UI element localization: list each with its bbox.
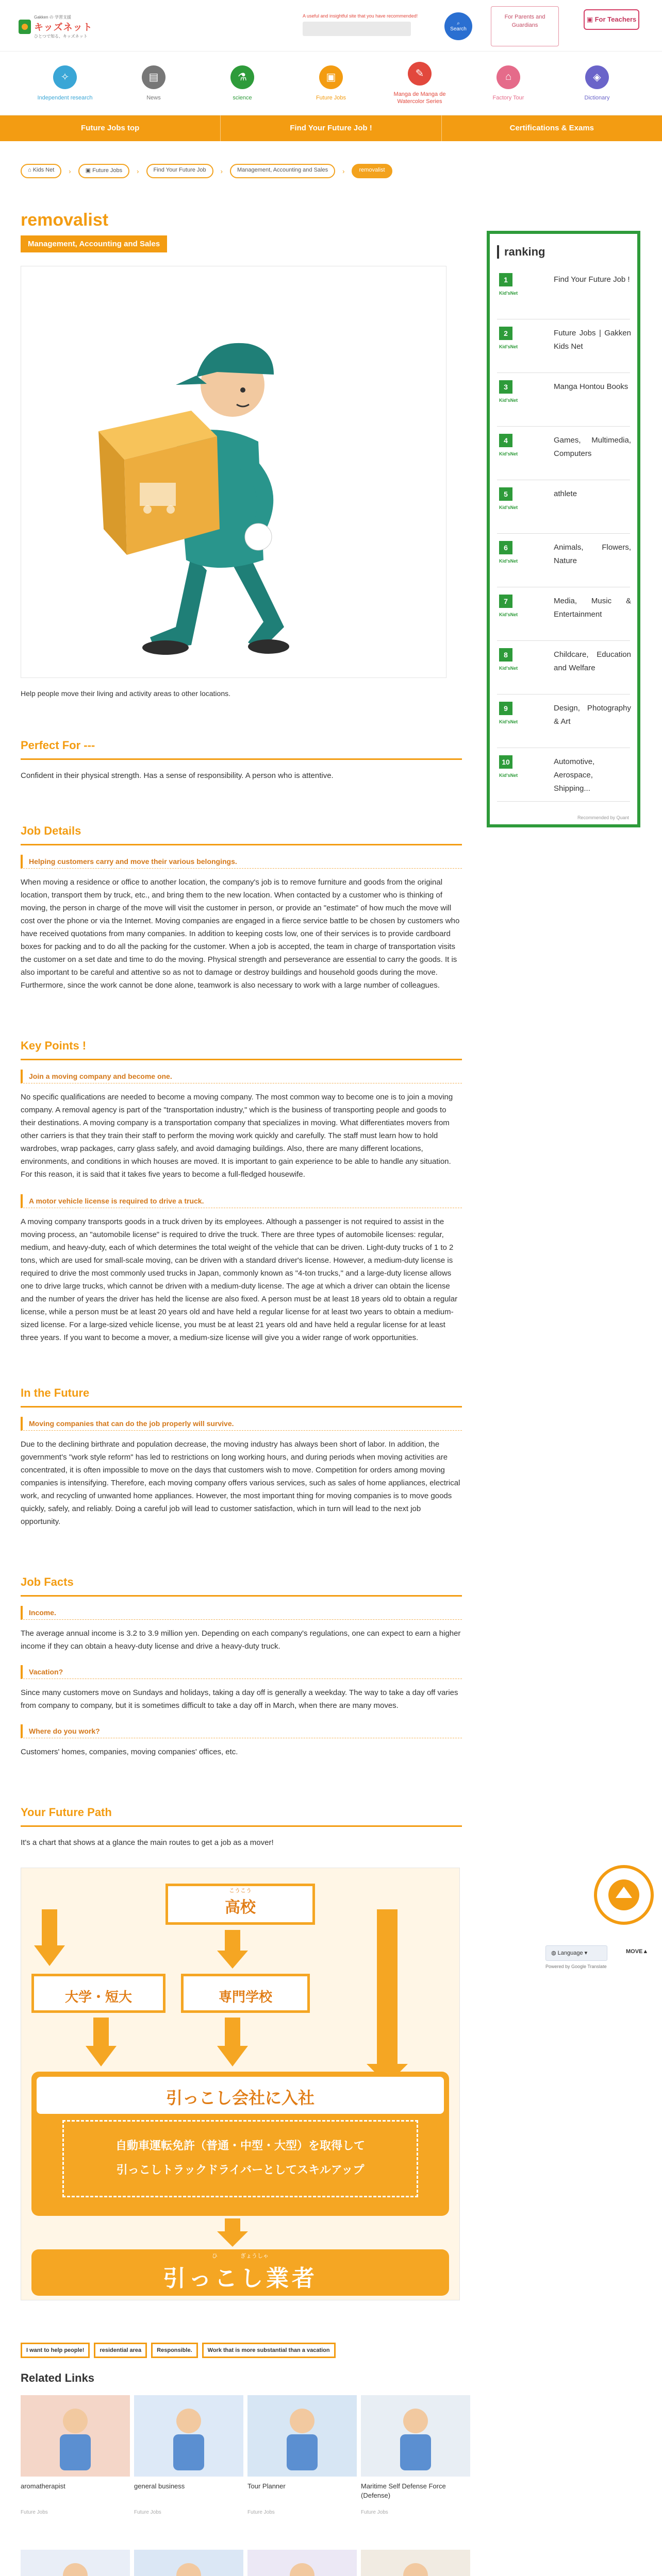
section-text: No specific qualifications are needed to become a moving company. The most common way to become one is to join a moving company. A removal agency is part of the "transportation industry," which is the business of transporting people and goods to their destinations. A moving company is a transportation company that specializes in moving. What differentiates movers from other carriers is that they train their staff to perform the moving work quickly and carefully. The staff must learn how to hold wardrobes, wrap packages, carry glass safely, and avoid damaging buildings. Also, there are many different locations, environments, and conditions in which houses are moved. It is important to gain experience to be able to handle any situation. For this reason, it is said that it takes five years to become a full-fledged housewife. — [21, 1093, 453, 1179]
related-card[interactable] — [134, 2550, 243, 2576]
subsection-heading: Vacation? — [21, 1665, 462, 1679]
main-content — [21, 191, 462, 2576]
section-heading: Job Details — [21, 824, 462, 845]
jobs-menu — [0, 115, 662, 141]
section-heading: Perfect For --- — [21, 739, 462, 760]
related-card[interactable] — [21, 2550, 130, 2576]
rank-number: 5 — [499, 487, 512, 501]
chevron-right-icon: › — [342, 167, 345, 175]
category-label: Dictionary — [584, 94, 610, 101]
globe-icon: ◍ — [551, 1950, 558, 1956]
briefcase-icon: ▣ — [85, 167, 93, 174]
related-card[interactable] — [247, 2395, 357, 2550]
category-item[interactable] — [566, 65, 628, 101]
box-license-label: 自動車運転免許（普通・中型・大型）を取得して — [115, 2139, 365, 2152]
search-label: Search — [450, 26, 467, 32]
search-button[interactable] — [444, 12, 472, 40]
related-thumbnail — [247, 2550, 357, 2576]
language-select[interactable]: ◍ Language ▾ — [545, 1945, 607, 1961]
mover-illustration — [21, 266, 446, 677]
related-thumbnail — [247, 2395, 357, 2477]
category-item[interactable] — [211, 65, 273, 101]
section-text: Customers' homes, companies, moving companies' offices, etc. — [21, 1748, 238, 1756]
box-final-label: 引っこし業者 — [163, 2266, 318, 2291]
section-heading: Job Facts — [21, 1575, 462, 1597]
ranking-item[interactable] — [497, 266, 630, 319]
logo-sub-text: ひとつで知る、キッズネット — [34, 34, 88, 39]
path-box-company — [31, 2072, 449, 2216]
rank-label: Future Jobs | Gakken Kids Net — [554, 329, 631, 351]
translate-credit: Powered by Google Translate — [545, 1964, 607, 1969]
related-category: Future Jobs — [134, 2510, 161, 2515]
logo-title: キッズネット — [34, 22, 93, 32]
rank-number: 8 — [499, 648, 512, 662]
rank-number: 3 — [499, 380, 512, 394]
related-thumbnail — [361, 2395, 470, 2477]
move-up-icon — [597, 1868, 651, 1922]
crumb-future-jobs[interactable]: ▣ Future Jobs — [78, 164, 130, 178]
crumb-home[interactable]: ⌂ Kids Net — [21, 164, 61, 178]
dictionary-icon: ◈ — [585, 65, 609, 89]
box-skill-label: 引っこしトラックドライバーとしてスキルアップ — [116, 2163, 365, 2176]
category-label: Manga de Manga de Watercolor Series — [393, 91, 446, 105]
ranking-item[interactable] — [497, 641, 630, 694]
path-box-university: 大学・短大 — [31, 1974, 166, 2013]
tag-list — [21, 2343, 462, 2358]
factory-icon: ⌂ — [496, 65, 520, 89]
ruby-text: こうこう — [229, 1888, 252, 1894]
rank-label: Find Your Future Job ! — [554, 275, 630, 284]
related-label: Maritime Self Defense Force (Defense) — [361, 2482, 446, 2499]
section-perfect-for — [21, 739, 462, 782]
search-input[interactable] — [303, 22, 411, 36]
section-heading: Key Points ! — [21, 1039, 462, 1060]
rank-number: 7 — [499, 595, 512, 608]
path-box-vocational: 専門学校 — [181, 1974, 310, 2013]
hero-illustration — [21, 266, 446, 678]
rank-logo: Kid'sNet — [499, 398, 518, 403]
briefcase-icon: ▣ — [319, 65, 343, 89]
rank-label: Games, Multimedia, Computers — [554, 436, 631, 458]
section-key-points — [21, 1039, 462, 1344]
related-label: general business — [134, 2482, 185, 2490]
site-logo[interactable] — [19, 14, 93, 39]
crumb-category[interactable]: Management, Accounting and Sales — [230, 164, 335, 178]
category-item[interactable] — [389, 62, 451, 105]
box-label: 高校 — [225, 1899, 256, 1916]
subsection-heading: Join a moving company and become one. — [21, 1070, 462, 1083]
subsection-heading: A motor vehicle license is required to drive a truck. — [21, 1194, 462, 1208]
home-icon: ⌂ — [28, 167, 33, 173]
rank-label: Animals, Flowers, Nature — [554, 543, 631, 565]
flask-icon: ✧ — [53, 65, 77, 89]
teachers-button[interactable] — [584, 9, 639, 30]
logo-mark-icon — [19, 20, 31, 34]
site-header — [0, 0, 662, 52]
rank-number: 6 — [499, 541, 512, 554]
box-join-label: 引っこし会社に入社 — [37, 2077, 444, 2114]
category-label: Factory Tour — [492, 94, 524, 101]
subsection-heading: Where do you work? — [21, 1724, 462, 1738]
parents-info-box[interactable]: For Parents and Guardians — [491, 6, 559, 46]
rank-number: 9 — [499, 702, 512, 715]
move-tag[interactable]: MOVE▲ — [626, 1948, 649, 1955]
related-card[interactable] — [247, 2550, 357, 2576]
rank-logo: Kid'sNet — [499, 291, 518, 296]
ranking-item[interactable] — [497, 748, 630, 802]
category-nav — [0, 52, 662, 115]
ranking-footer: Recommended by Quant — [577, 815, 629, 820]
tag-item[interactable]: Responsible. — [151, 2343, 197, 2358]
section-future-path — [21, 1806, 462, 2300]
category-badge: Management, Accounting and Sales — [21, 235, 167, 252]
section-heading: Your Future Path — [21, 1806, 462, 1827]
subsection-heading: Moving companies that can do the job properly will survive. — [21, 1417, 462, 1431]
rank-number: 1 — [499, 273, 512, 286]
teachers-icon: ▣ — [586, 15, 593, 23]
rank-number: 2 — [499, 327, 512, 340]
related-label: aromatherapist — [21, 2482, 65, 2490]
rank-logo: Kid'sNet — [499, 666, 518, 671]
book-icon: ✎ — [408, 62, 432, 86]
related-thumbnail — [21, 2395, 130, 2477]
ranking-title: ranking — [497, 245, 630, 259]
tag-item[interactable]: I want to help people! — [21, 2343, 90, 2358]
category-item[interactable] — [477, 65, 539, 101]
section-text: Due to the declining birthrate and population decrease, the moving industry has always been short of labor. In addition, the government's "work style reform" has led to restrictions on long working hours, and during periods when moving activities are concentrated, it is often impossible to move on the days that customers wish to move. Competition for orders among moving companies is intensifying. Therefore, each moving company offers various services, such as sales of home appliances, electrical work, and recycling of unwanted home appliances. However, the most important thing for moving companies is to move goods quickly, safely, and reliably. Doing a careful job will lead to customer satisfaction, which in turn will lead to the next job opportunity. — [21, 1440, 460, 1526]
rank-logo: Kid'sNet — [499, 773, 518, 778]
related-thumbnail — [361, 2550, 470, 2576]
chevron-right-icon: › — [137, 167, 139, 175]
section-job-facts — [21, 1575, 462, 1758]
section-text: Since many customers move on Sundays and holidays, taking a day off is generally a weekday. The way to take a day off varies from company to company, but it is sometimes difficult to take a day off in March, when there are many moves. — [21, 1688, 458, 1710]
crumb-current: removalist — [352, 164, 392, 178]
logo-top-text: Gakken の 学習支援 — [34, 15, 72, 20]
category-label: News — [146, 94, 161, 101]
related-heading: Related Links — [21, 2371, 95, 2384]
rank-logo: Kid'sNet — [499, 451, 518, 456]
header-tagline: A useful and insightful site that you have recommended! — [303, 13, 418, 19]
related-category: Future Jobs — [361, 2510, 388, 2515]
ranking-item[interactable] — [497, 694, 630, 748]
category-item[interactable] — [123, 65, 185, 101]
rank-label: Automotive, Aerospace, Shipping... — [554, 757, 595, 793]
intro-text: Help people move their living and activity areas to other locations. — [21, 689, 230, 698]
ranking-item[interactable] — [497, 319, 630, 373]
related-thumbnail — [134, 2395, 243, 2477]
section-text: It's a chart that shows at a glance the main routes to get a job as a mover! — [21, 1838, 274, 1847]
rank-logo: Kid'sNet — [499, 719, 518, 724]
breadcrumb — [21, 164, 392, 178]
category-item[interactable] — [34, 65, 96, 101]
career-path-chart — [21, 1868, 460, 2300]
ranking-sidebar — [487, 231, 640, 827]
category-label: Independent research — [37, 94, 93, 101]
section-job-details — [21, 824, 462, 992]
related-category: Future Jobs — [247, 2510, 275, 2515]
rank-logo: Kid'sNet — [499, 505, 518, 510]
subsection-heading: Helping customers carry and move their various belongings. — [21, 855, 462, 869]
related-card[interactable] — [21, 2395, 130, 2550]
section-future — [21, 1386, 462, 1528]
rank-number: 4 — [499, 434, 512, 447]
chevron-right-icon: › — [69, 167, 71, 175]
section-text: The average annual income is 3.2 to 3.9 million yen. Depending on each company's regulations, one can expect to earn a higher income if they can obtain a heavy-duty license and drive a heavy-duty truck. — [21, 1629, 461, 1651]
ranking-item[interactable] — [497, 480, 630, 534]
rank-label: Media, Music & Entertainment — [554, 597, 631, 619]
rank-label: Childcare, Education and Welfare — [554, 650, 631, 672]
chevron-down-icon: ▾ — [583, 1950, 588, 1956]
category-label: science — [233, 94, 252, 101]
ruby-text: ひ ぎょうしゃ — [212, 2253, 269, 2259]
menu-certifications[interactable]: Certifications & Exams — [509, 124, 594, 132]
rank-logo: Kid'sNet — [499, 344, 518, 349]
ranking-item[interactable] — [497, 373, 630, 427]
related-card[interactable] — [134, 2395, 243, 2550]
path-box-high-school — [166, 1884, 315, 1925]
section-heading: In the Future — [21, 1386, 462, 1408]
rank-label: Design, Photography & Art — [554, 704, 631, 726]
teachers-label: For Teachers — [594, 15, 637, 23]
related-label: Tour Planner — [247, 2482, 286, 2490]
menu-jobs-top[interactable]: Future Jobs top — [0, 115, 221, 141]
related-links — [21, 2371, 462, 2576]
page-title: removalist — [21, 210, 109, 230]
rank-label: Manga Hontou Books — [554, 382, 628, 391]
crumb-find-job[interactable]: Find Your Future Job — [146, 164, 213, 178]
category-label: Future Jobs — [316, 94, 346, 101]
related-thumbnail — [134, 2550, 243, 2576]
ranking-item[interactable] — [497, 587, 630, 641]
section-text: Confident in their physical strength. Has a sense of responsibility. A person who is attentive. — [21, 771, 334, 780]
rank-label: athlete — [554, 489, 577, 498]
path-box-final — [31, 2249, 449, 2296]
ranking-item[interactable] — [497, 427, 630, 480]
chevron-right-icon: › — [220, 167, 223, 175]
rank-number: 10 — [499, 755, 512, 769]
tag-item[interactable]: Work that is more substantial than a vacation — [202, 2343, 336, 2358]
subsection-heading: Income. — [21, 1606, 462, 1620]
science-icon: ⚗ — [230, 65, 254, 89]
related-card[interactable] — [361, 2550, 470, 2576]
rank-logo: Kid'sNet — [499, 612, 518, 617]
related-category: Future Jobs — [21, 2510, 48, 2515]
rank-logo: Kid'sNet — [499, 558, 518, 564]
section-text: A moving company transports goods in a truck driven by its employees. Although a passenger is not required to assist in the moving process, an "automobile license" is required to drive the truck. There are three types of automobile licenses: regular, medium, and heavy-duty, each of which determines the total weight of the vehicle that can be driven. Light-duty trucks of 1 to 2 tons, which are used for small-scale moving, can be driven with a standard driver's license. However, a medium-duty license is required to drive the most commonly used trucks in Japan, commonly known as "4-ton trucks," and a large-duty license allows one to drive large trucks, which cannot be driven with a medium-duty license. The age at which a driver can obtain the license and the number of years the driver has held the license are also fixed. A person must be at least 18 years old to obtain a regular license, while a person must be at least 20 years old and have held a regular license for at least two years to obtain a medium-sized license. For a large-sized vehicle license, you must be at least 21 years old and have held a regular license for at least three years. If you want to become a mover, a medium-size license will give you a wider range of work opportunities. — [21, 1217, 458, 1342]
news-icon: ▤ — [142, 65, 166, 89]
tag-item[interactable]: residential area — [94, 2343, 147, 2358]
section-text: When moving a residence or office to another location, the company's job is to remove furniture and goods from the original location, transport them by truck, etc., and bring them to the new location. When contacted by a customer who is thinking of moving, the person in charge of the move will visit the customer in person, or provide an "estimate" of how much the move will cost over the phone or via the Internet. Moving companies are engaged in a fierce service battle to be chosen by customers who have received quotations from many companies. In addition to keeping costs low, one of their services is to provide cardboard boxes for packing and to do all the packing for the customer. When a job is accepted, the team in charge of transportation visits the customer on a set date and time to do the moving. Physical strength and perseverance are essential to carry the goods. It is also important to be careful and attentive so as not to damage or destroy buildings and household goods during the move. Furthermore, since the work cannot be done alone, teamwork is also necessary to work with a large number of colleagues. — [21, 878, 460, 990]
category-item[interactable] — [300, 65, 362, 101]
menu-find-job[interactable]: Find Your Future Job ! — [221, 115, 441, 141]
related-card[interactable] — [361, 2395, 470, 2550]
ranking-item[interactable] — [497, 534, 630, 587]
related-grid — [21, 2395, 462, 2576]
scroll-top-button[interactable] — [594, 1865, 654, 1925]
search-icon: ⌕ — [457, 21, 460, 26]
ranking-list — [490, 266, 637, 802]
related-thumbnail — [21, 2550, 130, 2576]
